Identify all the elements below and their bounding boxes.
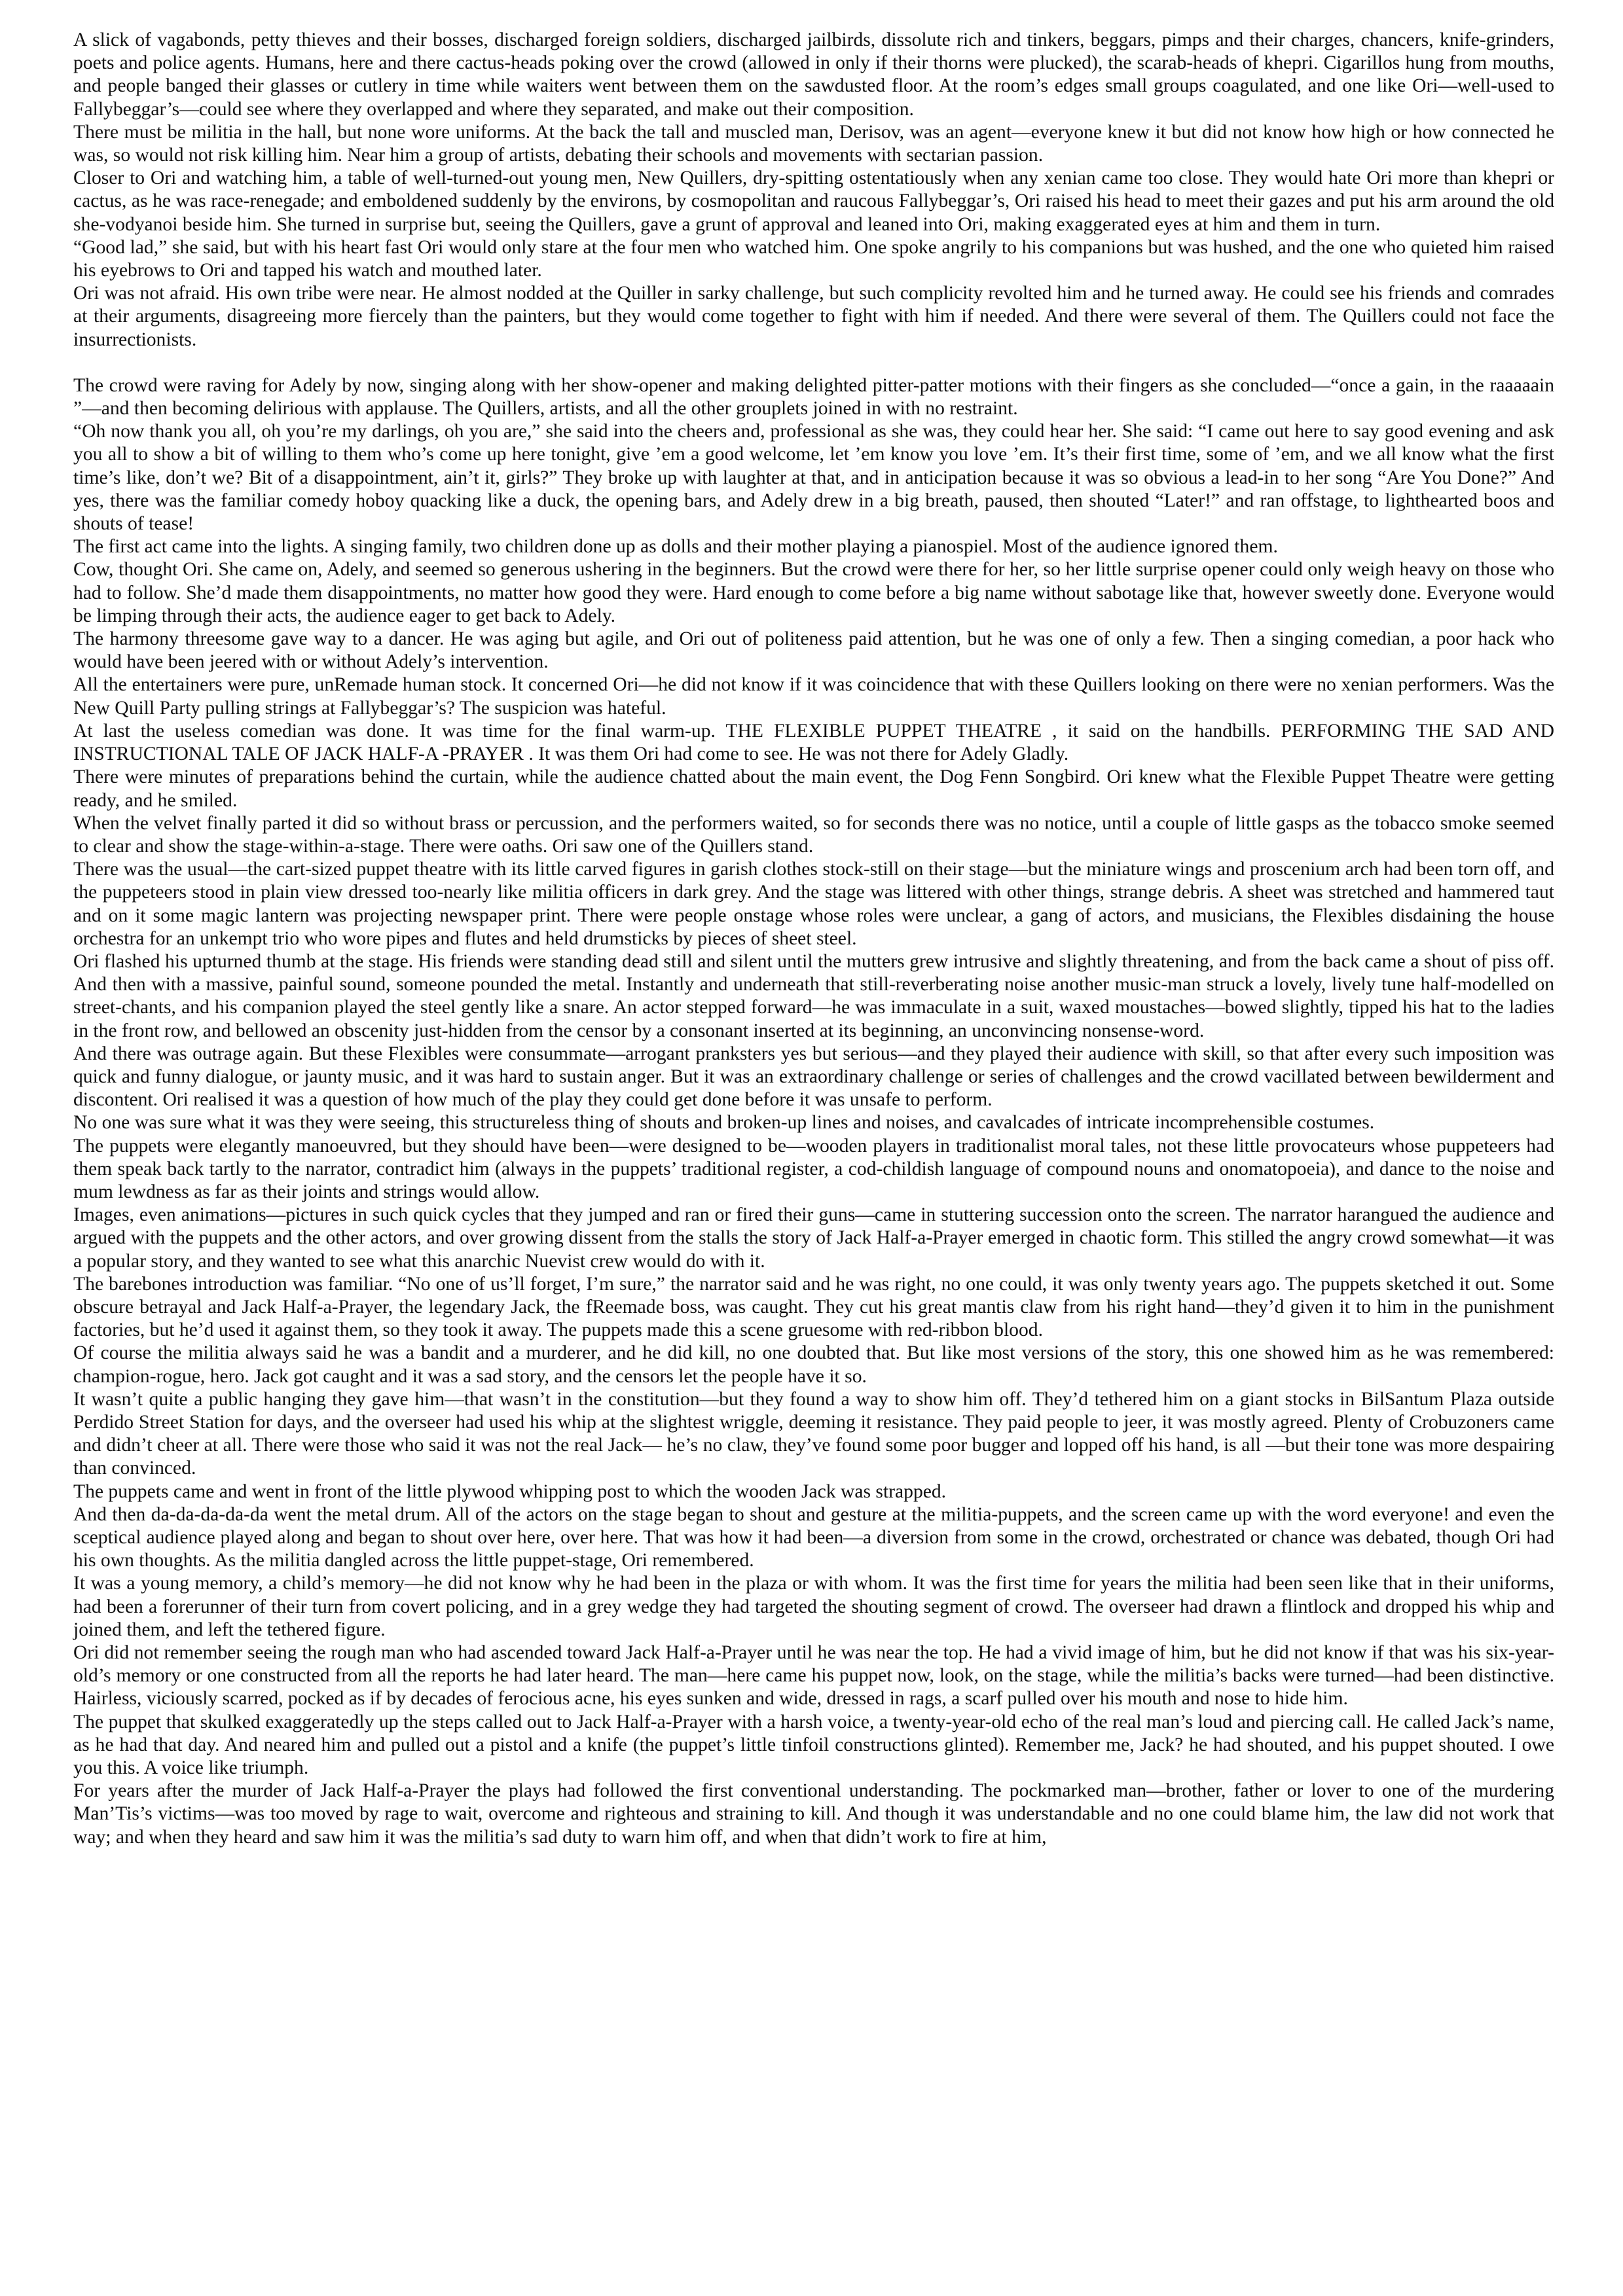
paragraph: For years after the murder of Jack Half-a-Prayer the plays had followed the first conventional understanding. The pockmarked man—brother, father or lover to one of the murdering Man’Tis’s victims—was too moved by rage to wait, overcome and righteous and straining to kill. And though it was understandable and no one could blame him, the law did not work that way; and when they heard and saw him it was the militia’s sad duty to warn him off, and when that didn’t work to fire at him, [73,1780,1554,1848]
paragraph: Ori was not afraid. His own tribe were near. He almost nodded at the Quiller in sarky challenge, but such complicity revolted him and he turned away. He could see his friends and comrades at their arguments, disagreeing more fiercely than the painters, but they would come together to fight with him if needed. And there were several of them. The Quillers could not face the insurrectionists. [73,283,1554,350]
paragraph: There were minutes of preparations behind the curtain, while the audience chatted about the main event, the Dog Fenn Songbird. Ori knew what the Flexible Puppet Theatre were getting ready, and he smiled. [73,766,1554,811]
paragraph: The barebones introduction was familiar. “No one of us’ll forget, I’m sure,” the narrator said and he was right, no one could, it was only twenty years ago. The puppets sketched it out. Some obscure betrayal and Jack Half-a-Prayer, the legendary Jack, the fReemade boss, was caught. They cut his great mantis claw from his right hand—they’d given it to him in the punishment factories, but he’d used it against them, so they took it away. The puppets made this a scene gruesome with red-ribbon blood. [73,1273,1554,1341]
paragraph: Images, even animations—pictures in such quick cycles that they jumped and ran or fired their guns—came in stuttering succession onto the screen. The narrator harangued the audience and argued with the puppets and the other actors, and over growing dissent from the stalls the story of Jack Half-a-Prayer emerged in chaotic form. This stilled the angry crowd somewhat—it was a popular story, and they wanted to see what this anarchic Nuevist crew would do with it. [73,1204,1554,1272]
paragraph: The puppets came and went in front of the little plywood whipping post to which the wooden Jack was strapped. [73,1480,947,1502]
paragraph: When the velvet finally parted it did so without brass or percussion, and the performers waited, so for seconds there was no notice, until a couple of little gasps as the tobacco smoke seemed to clear and show the stage-within-a-stage. There were oaths. Ori saw one of the Quillers stand. [73,812,1554,857]
paragraph: And there was outrage again. But these Flexibles were consummate—arrogant pranksters yes but serious—and they played their audience with skill, so that after every such imposition was quick and funny dialogue, or jaunty music, and it was hard to sustain anger. But it was an extraordinary challenge or series of challenges and the crowd vacillated between bewilderment and discontent. Ori realised it was a question of how much of the play they could get done before it was unsafe to perform. [73,1043,1554,1111]
paragraph: Cow, thought Ori. She came on, Adely, and seemed so generous ushering in the beginners. But the crowd were there for her, so her little surprise opener could only weigh heavy on those who had to follow. She’d made them disappointments, no matter how good they were. Hard enough to come before a big name without sabotage like that, however sweetly done. Everyone would be limping through their acts, the audience eager to get back to Adely. [73,559,1554,626]
paragraph: It wasn’t quite a public hanging they gave him—that wasn’t in the constitution—but they found a way to show him off. They’d tethered him on a giant stocks in BilSantum Plaza outside Perdido Street Station for days, and the overseer had used his whip at the slightest wriggle, deeming it resistance. They paid people to jeer, it was mostly agreed. Plenty of Crobuzoners came and didn’t cheer at all. There were those who said it was not the real Jack— he’s no claw, they’ve found some poor bugger and lopped off his hand, is all —but their tone was more despairing than convinced. [73,1388,1554,1479]
paragraph: Ori flashed his upturned thumb at the stage. His friends were standing dead still and silent until the mutters grew intrusive and slightly threatening, and from the back came a shout of piss off. And then with a massive, painful sound, someone pounded the metal. Instantly and underneath that still-reverberating noise another music-man struck a lovely, lively tune half-modelled on street-chants, and his companion played the steel gently like a snare. An actor stepped forward—he was immaculate in a suit, waxed moustaches—bowed slightly, tipped his hat to the ladies in the front row, and bellowed an obscenity just-hidden from the censor by a consonant inserted at its beginning, an unconvincing nonsense-word. [73,950,1554,1041]
paragraph: The puppets were elegantly manoeuvred, but they should have been—were designed to be—wooden players in traditionalist moral tales, not these little provocateurs whose puppeteers had them speak back tartly to the narrator, contradict him (always in the puppets’ traditional register, a cod-childish language of compound nouns and onomatopoeia), and dance to the noise and mum lewdness as far as their joints and strings would allow. [73,1135,1554,1202]
paragraph: There must be militia in the hall, but none wore uniforms. At the back the tall and muscled man, Derisov, was an agent—everyone knew it but did not know how high or how connected he was, so would not risk killing him. Near him a group of artists, debating their schools and movements with sectarian passion. [73,121,1554,166]
document-page [73,29,1554,1849]
paragraph: Of course the militia always said he was a bandit and a murderer, and he did kill, no one doubted that. But like most versions of the story, this one showed him as he was remembered: champion-rogue, hero. Jack got caught and it was a sad story, and the censors let the people have it so. [73,1342,1554,1387]
paragraph: All the entertainers were pure, unRemade human stock. It concerned Ori—he did not know if it was coincidence that with these Quillers looking on there were no xenian performers. Was the New Quill Party pulling strings at Fallybeggar’s? The suspicion was hateful. [73,674,1554,719]
paragraph: “Good lad,” she said, but with his heart fast Ori would only stare at the four men who watched him. One spoke angrily to his companions but was hushed, and the one who quieted him raised his eyebrows to Ori and tapped his watch and mouthed later. [73,236,1554,281]
paragraph: The crowd were raving for Adely by now, singing along with her show-opener and making delighted pitter-patter motions with their fingers as she concluded—“once a gain, in the raaaaain ”—and then becoming delirious with applause. The Quillers, artists, and all the other grouplets joined in with no restraint. [73,374,1554,420]
paragraph: Closer to Ori and watching him, a table of well-turned-out young men, New Quillers, dry-spitting ostentatiously when any xenian came too close. They would hate Ori more than khepri or cactus, as he was race-renegade; and emboldened suddenly by the environs, by cosmopolitan and raucous Fallybeggar’s, Ori raised his head to meet their gazes and put his arm around the old she-vodyanoi beside him. She turned in surprise but, seeing the Quillers, gave a grunt of approval and leaned into Ori, making exaggerated eyes at him and them in turn. [73,168,1554,235]
paragraph: “Oh now thank you all, oh you’re my darlings, oh you are,” she said into the cheers and, professional as she was, they could hear her. She said: “I came out here to say good evening and ask you all to show a bit of willing to them who’s come up here tonight, give ’em a good welcome, let ’em know you love ’em. It’s their first time, some of ’em, and we all know what the first time’s like, don’t we? Bit of a disappointment, ain’t it, girls?” They broke up with laughter at that, and in anticipation because it was so obvious a lead-in to her song “Are You Done?” And yes, there was the familiar comedy hoboy quacking like a duck, the opening bars, and Adely drew in a big breath, paused, then shouted “Later!” and ran offstage, to lighthearted boos and shouts of tease! [73,421,1554,535]
paragraph: A slick of vagabonds, petty thieves and their bosses, discharged foreign soldiers, discharged jailbirds, dissolute rich and tinkers, beggars, pimps and their charges, chancers, knife-grinders, poets and police agents. Humans, here and there cactus-heads poking over the crowd (allowed in only if their thorns were plucked), the scarab-heads of khepri. Cigarillos hung from mouths, and people banged their glasses or cutlery in time while waiters went between them on the sawdusted floor. At the room’s edges small groups coagulated, and one like Ori—well-used to Fallybeggar’s—could see where they overlapped and where they separated, and make out their composition. [73,29,1554,120]
paragraph: The first act came into the lights. A singing family, two children done up as dolls and their mother playing a pianospiel. Most of the audience ignored them. [73,536,1278,558]
paragraph: It was a young memory, a child’s memory—he did not know why he had been in the plaza or with whom. It was the first time for years the militia had been seen like that in their uniforms, had been a forerunner of their turn from covert policing, and in a grey wedge they had targeted the shouting segment of crowd. The overseer had drawn a flintlock and dropped his whip and joined them, and left the tethered figure. [73,1573,1554,1640]
paragraph: No one was sure what it was they were seeing, this structureless thing of shouts and broken-up lines and noises, and cavalcades of intricate incomprehensible costumes. [73,1112,1375,1134]
paragraph: There was the usual—the cart-sized puppet theatre with its little carved figures in garish clothes stock-still on their stage—but the miniature wings and proscenium arch had been torn off, and the puppeteers stood in plain view dressed too-nearly like militia officers in dark grey. And the stage was littered with other things, strange debris. A sheet was stretched and hammered taut and on it some magic lantern was projecting newspaper print. There were people onstage whose roles were unclear, a gang of actors, and musicians, the Flexibles disdaining the house orchestra for an unkempt trio who wore pipes and flutes and held drumsticks by pieces of sheet steel. [73,859,1554,949]
paragraph: At last the useless comedian was done. It was time for the final warm-up. THE FLEXIBLE PUPPET THEATRE , it said on the handbills. PERFORMING THE SAD AND INSTRUCTIONAL TALE OF JACK HALF-A -PRAYER . It was them Ori had come to see. He was not there for Adely Gladly. [73,720,1554,765]
paragraph: And then da-da-da-da-da went the metal drum. All of the actors on the stage began to shout and gesture at the militia-puppets, and the screen came up with the word everyone! and even the sceptical audience played along and began to shout over here, over here. That was how it had been—a diversion from some in the crowd, orchestrated or chance was debated, though Ori had his own thoughts. As the militia dangled across the little puppet-stage, Ori remembered. [73,1503,1554,1571]
paragraph: The harmony threesome gave way to a dancer. He was aging but agile, and Ori out of politeness paid attention, but he was one of only a few. Then a singing comedian, a poor hack who would have been jeered with or without Adely’s intervention. [73,628,1554,673]
paragraph: Ori did not remember seeing the rough man who had ascended toward Jack Half-a-Prayer until he was near the top. He had a vivid image of him, but he did not know if that was his six-year-old’s memory or one constructed from all the reports he had later heard. The man—here came his puppet now, look, on the stage, while the militia’s backs were turned—had been distinctive. Hairless, viciously scarred, pocked as if by decades of ferocious acne, his eyes sunken and wide, dressed in rags, a scarf pulled over his mouth and nose to hide him. [73,1642,1554,1710]
paragraph: The puppet that skulked exaggeratedly up the steps called out to Jack Half-a-Prayer with a harsh voice, a twenty-year-old echo of the real man’s loud and piercing call. He called Jack’s name, as he had that day. And neared him and pulled out a pistol and a knife (the puppet’s little tinfoil constructions glinted). Remember me, Jack? he had shouted, and his puppet shouted. I owe you this. A voice like triumph. [73,1711,1554,1779]
